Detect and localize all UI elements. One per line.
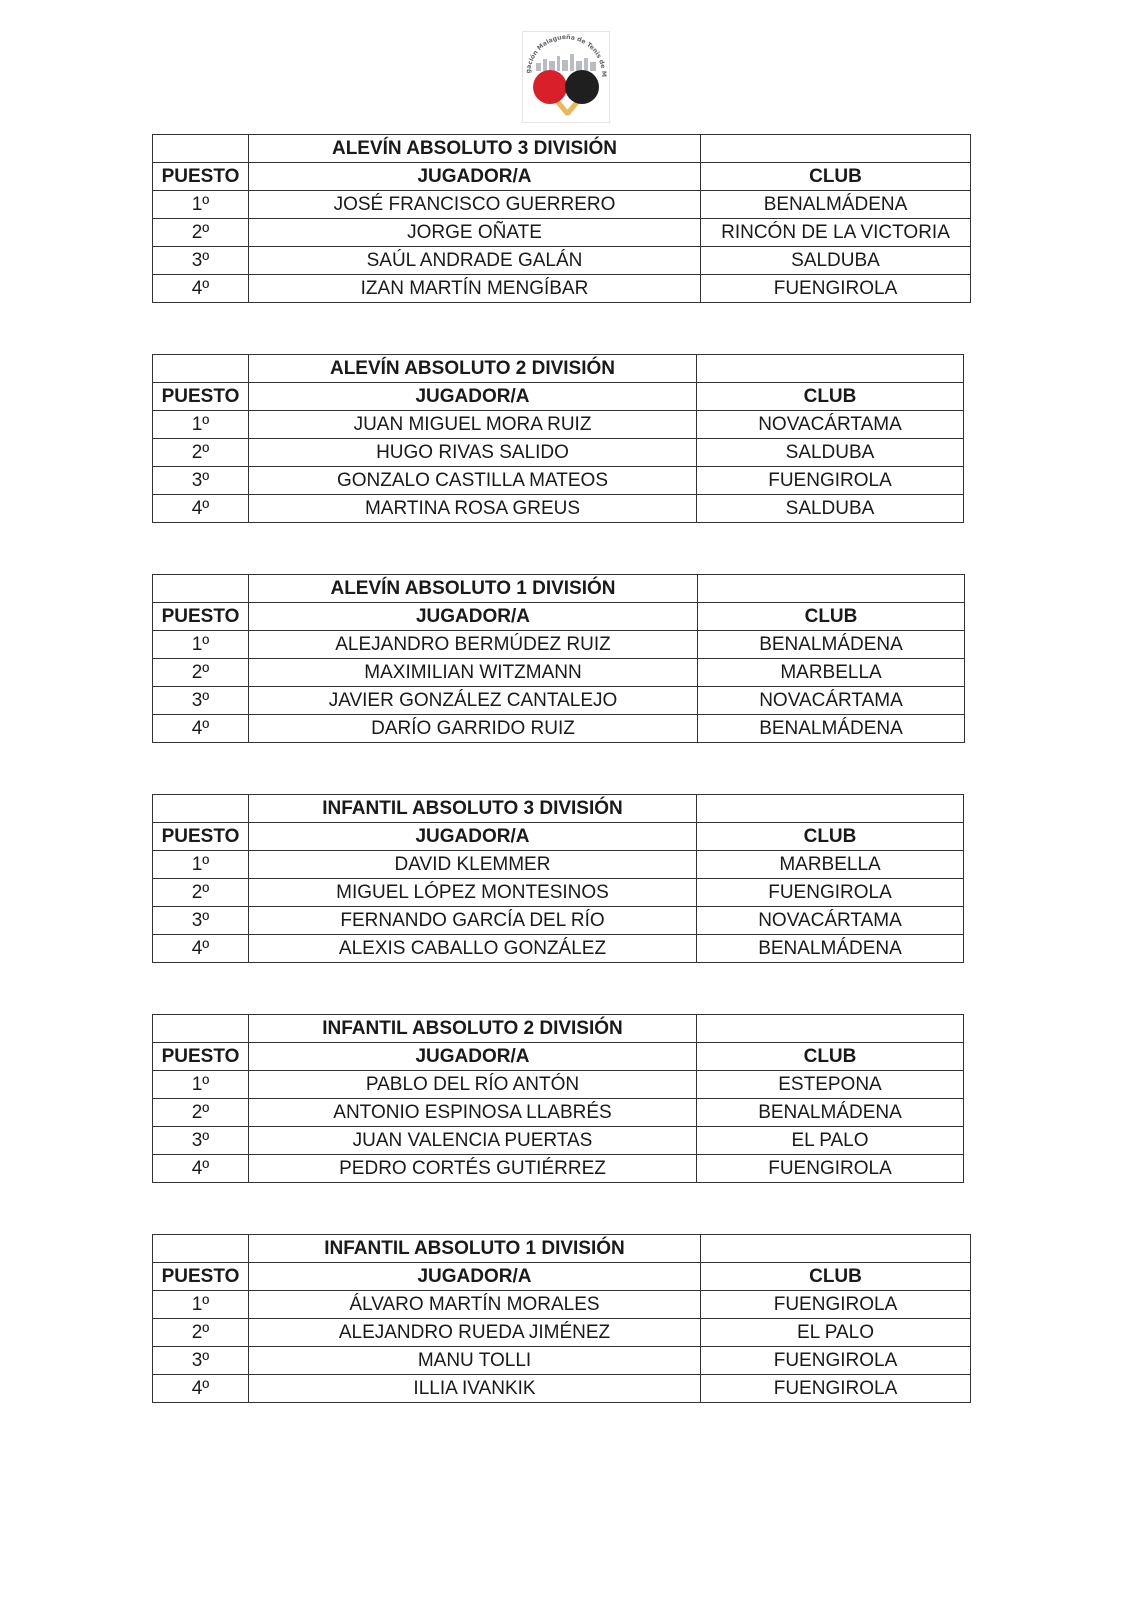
jugador-cell: ANTONIO ESPINOSA LLABRÉS (249, 1099, 697, 1127)
blank-cell (701, 135, 971, 163)
table-header-row (153, 163, 971, 191)
header-club: CLUB (698, 603, 965, 631)
header-club: CLUB (701, 163, 971, 191)
jugador-cell: PEDRO CORTÉS GUTIÉRREZ (249, 1155, 697, 1183)
puesto-cell: 4º (153, 1155, 249, 1183)
results-table-infantil-2 (152, 1014, 964, 1183)
puesto-cell: 1º (153, 1071, 249, 1099)
puesto-cell: 3º (153, 467, 249, 495)
table-row (153, 851, 964, 879)
table-row (153, 467, 964, 495)
header-jugador: JUGADOR/A (249, 823, 697, 851)
table-row (153, 191, 971, 219)
table-title: ALEVÍN ABSOLUTO 1 DIVISIÓN (249, 575, 698, 603)
blank-cell (697, 795, 964, 823)
club-cell: MARBELLA (697, 851, 964, 879)
blank-cell (153, 355, 249, 383)
table-row (153, 631, 965, 659)
jugador-cell: JOSÉ FRANCISCO GUERRERO (249, 191, 701, 219)
table-row (153, 275, 971, 303)
blank-cell (153, 135, 249, 163)
jugador-cell: HUGO RIVAS SALIDO (249, 439, 697, 467)
jugador-cell: GONZALO CASTILLA MATEOS (249, 467, 697, 495)
puesto-cell: 4º (153, 495, 249, 523)
puesto-cell: 1º (153, 631, 249, 659)
table-row (153, 1099, 964, 1127)
puesto-cell: 1º (153, 851, 249, 879)
table-header-row (153, 1263, 971, 1291)
table-row (153, 1347, 971, 1375)
club-cell: FUENGIROLA (701, 1375, 971, 1403)
puesto-cell: 2º (153, 659, 249, 687)
table-row (153, 1291, 971, 1319)
logo-arc-text: gación Malagueña de Tenis de M (524, 33, 608, 78)
club-cell: FUENGIROLA (697, 467, 964, 495)
club-cell: FUENGIROLA (697, 1155, 964, 1183)
table-title: ALEVÍN ABSOLUTO 3 DIVISIÓN (249, 135, 701, 163)
table-row (153, 439, 964, 467)
table-row (153, 907, 964, 935)
table-title: INFANTIL ABSOLUTO 2 DIVISIÓN (249, 1015, 697, 1043)
puesto-cell: 2º (153, 879, 249, 907)
puesto-cell: 2º (153, 219, 249, 247)
table-title-row (153, 795, 964, 823)
jugador-cell: DAVID KLEMMER (249, 851, 697, 879)
table-title: INFANTIL ABSOLUTO 1 DIVISIÓN (249, 1235, 701, 1263)
table-title: ALEVÍN ABSOLUTO 2 DIVISIÓN (249, 355, 697, 383)
table-title: INFANTIL ABSOLUTO 3 DIVISIÓN (249, 795, 697, 823)
header-jugador: JUGADOR/A (249, 383, 697, 411)
table-row (153, 879, 964, 907)
club-cell: BENALMÁDENA (698, 715, 965, 743)
club-cell: ESTEPONA (697, 1071, 964, 1099)
puesto-cell: 3º (153, 687, 249, 715)
club-cell: SALDUBA (701, 247, 971, 275)
table-title-row (153, 575, 965, 603)
club-cell: MARBELLA (698, 659, 965, 687)
federation-logo (522, 31, 610, 123)
table-row (153, 1127, 964, 1155)
blank-cell (698, 575, 965, 603)
table-title-row (153, 1015, 964, 1043)
club-cell: FUENGIROLA (701, 275, 971, 303)
header-club: CLUB (701, 1263, 971, 1291)
jugador-cell: DARÍO GARRIDO RUIZ (249, 715, 698, 743)
table-row (153, 495, 964, 523)
jugador-cell: ÁLVARO MARTÍN MORALES (249, 1291, 701, 1319)
header-puesto: PUESTO (153, 603, 249, 631)
header-club: CLUB (697, 383, 964, 411)
jugador-cell: FERNANDO GARCÍA DEL RÍO (249, 907, 697, 935)
jugador-cell: JORGE OÑATE (249, 219, 701, 247)
jugador-cell: ILLIA IVANKIK (249, 1375, 701, 1403)
puesto-cell: 1º (153, 1291, 249, 1319)
club-cell: SALDUBA (697, 495, 964, 523)
club-cell: BENALMÁDENA (697, 1099, 964, 1127)
puesto-cell: 4º (153, 1375, 249, 1403)
table-row (153, 659, 965, 687)
header-puesto: PUESTO (153, 383, 249, 411)
table-row (153, 1319, 971, 1347)
header-puesto: PUESTO (153, 1263, 249, 1291)
header-puesto: PUESTO (153, 1043, 249, 1071)
puesto-cell: 3º (153, 907, 249, 935)
table-row (153, 715, 965, 743)
club-cell: FUENGIROLA (701, 1291, 971, 1319)
header-club: CLUB (697, 1043, 964, 1071)
puesto-cell: 3º (153, 1127, 249, 1155)
blank-cell (153, 1015, 249, 1043)
table-row (153, 247, 971, 275)
club-cell: EL PALO (697, 1127, 964, 1155)
jugador-cell: MAXIMILIAN WITZMANN (249, 659, 698, 687)
puesto-cell: 2º (153, 1099, 249, 1127)
table-header-row (153, 823, 964, 851)
club-cell: FUENGIROLA (697, 879, 964, 907)
table-row (153, 1071, 964, 1099)
table-row (153, 1375, 971, 1403)
jugador-cell: ALEXIS CABALLO GONZÁLEZ (249, 935, 697, 963)
header-jugador: JUGADOR/A (249, 163, 701, 191)
table-header-row (153, 603, 965, 631)
club-cell: BENALMÁDENA (698, 631, 965, 659)
table-row (153, 1155, 964, 1183)
table-row (153, 219, 971, 247)
jugador-cell: JAVIER GONZÁLEZ CANTALEJO (249, 687, 698, 715)
table-header-row (153, 1043, 964, 1071)
header-jugador: JUGADOR/A (249, 1043, 697, 1071)
jugador-cell: JUAN VALENCIA PUERTAS (249, 1127, 697, 1155)
results-table-infantil-3 (152, 794, 964, 963)
table-title-row (153, 1235, 971, 1263)
blank-cell (153, 795, 249, 823)
header-puesto: PUESTO (153, 163, 249, 191)
header-jugador: JUGADOR/A (249, 603, 698, 631)
table-title-row (153, 135, 971, 163)
jugador-cell: MIGUEL LÓPEZ MONTESINOS (249, 879, 697, 907)
blank-cell (697, 1015, 964, 1043)
club-cell: RINCÓN DE LA VICTORIA (701, 219, 971, 247)
puesto-cell: 3º (153, 1347, 249, 1375)
jugador-cell: JUAN MIGUEL MORA RUIZ (249, 411, 697, 439)
puesto-cell: 1º (153, 191, 249, 219)
table-row (153, 687, 965, 715)
jugador-cell: ALEJANDRO RUEDA JIMÉNEZ (249, 1319, 701, 1347)
club-cell: NOVACÁRTAMA (697, 411, 964, 439)
club-cell: SALDUBA (697, 439, 964, 467)
blank-cell (701, 1235, 971, 1263)
table-row (153, 935, 964, 963)
jugador-cell: IZAN MARTÍN MENGÍBAR (249, 275, 701, 303)
blank-cell (153, 575, 249, 603)
club-cell: BENALMÁDENA (701, 191, 971, 219)
puesto-cell: 1º (153, 411, 249, 439)
header-puesto: PUESTO (153, 823, 249, 851)
club-cell: BENALMÁDENA (697, 935, 964, 963)
table-title-row (153, 355, 964, 383)
results-table-alevin-2 (152, 354, 964, 523)
header-club: CLUB (697, 823, 964, 851)
puesto-cell: 2º (153, 1319, 249, 1347)
table-row (153, 411, 964, 439)
club-cell: NOVACÁRTAMA (698, 687, 965, 715)
jugador-cell: MARTINA ROSA GREUS (249, 495, 697, 523)
puesto-cell: 3º (153, 247, 249, 275)
results-table-alevin-3 (152, 134, 971, 303)
club-cell: EL PALO (701, 1319, 971, 1347)
blank-cell (697, 355, 964, 383)
results-table-infantil-1 (152, 1234, 971, 1403)
puesto-cell: 4º (153, 715, 249, 743)
puesto-cell: 4º (153, 275, 249, 303)
club-cell: FUENGIROLA (701, 1347, 971, 1375)
results-table-alevin-1 (152, 574, 965, 743)
jugador-cell: PABLO DEL RÍO ANTÓN (249, 1071, 697, 1099)
puesto-cell: 2º (153, 439, 249, 467)
jugador-cell: MANU TOLLI (249, 1347, 701, 1375)
jugador-cell: SAÚL ANDRADE GALÁN (249, 247, 701, 275)
puesto-cell: 4º (153, 935, 249, 963)
blank-cell (153, 1235, 249, 1263)
club-cell: NOVACÁRTAMA (697, 907, 964, 935)
table-header-row (153, 383, 964, 411)
header-jugador: JUGADOR/A (249, 1263, 701, 1291)
jugador-cell: ALEJANDRO BERMÚDEZ RUIZ (249, 631, 698, 659)
